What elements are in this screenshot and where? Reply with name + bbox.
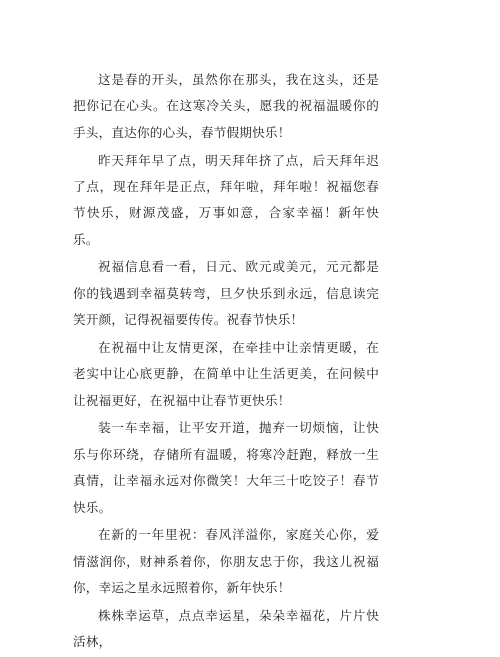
paragraph-3: 祝福信息看一看，日元、欧元或美元，元元都是你的钱遇到幸福莫转弯，旦夕快乐到永远，信息读完笑开颜，记得祝福要传传。祝春节快乐！ (73, 259, 379, 328)
paragraph-7: 株株幸运草，点点幸运星，朵朵幸福花，片片快活林， (73, 607, 379, 650)
paragraph-5: 装一车幸福，让平安开道，抛弃一切烦恼，让快乐与你环绕，存储所有温暖，将寒冷赶跑，释放一生真情，让幸福永远对你微笑！大年三十吃饺子！春节快乐。 (73, 420, 379, 515)
paragraph-4: 在祝福中让友情更深，在牵挂中让亲情更暖，在老实中让心底更静，在简单中让生活更美，在问候中让祝福更好，在祝福中让春节更快乐！ (73, 339, 379, 408)
document-body (73, 67, 379, 657)
paragraph-2: 昨天拜年早了点，明天拜年挤了点，后天拜年迟了点，现在拜年是正点，拜年啦，拜年啦！祝福您春节快乐，财源茂盛，万事如意，合家幸福！新年快乐。 (73, 152, 379, 247)
paragraph-1: 这是春的开头，虽然你在那头，我在这头，还是把你记在心头。在这寒冷关头，愿我的祝福温暖你的手头，直达你的心头，春节假期快乐！ (73, 72, 379, 140)
paragraph-6: 在新的一年里祝：春风洋溢你，家庭关心你，爱情滋润你，财神系着你，你朋友忠于你，我这儿祝福你，幸运之星永远照着你，新年快乐！ (73, 527, 379, 596)
